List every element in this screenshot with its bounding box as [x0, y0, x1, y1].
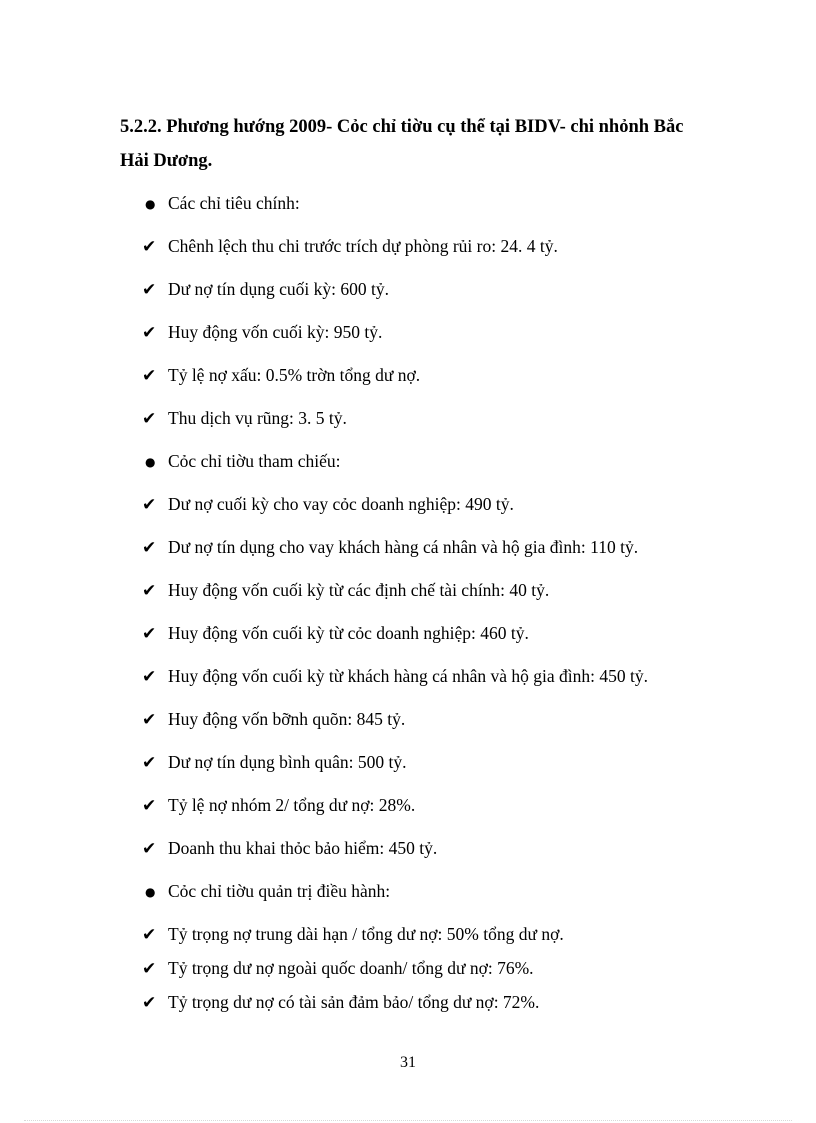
checkmark-icon: ✔: [142, 959, 157, 979]
checkmark-icon: ✔: [142, 796, 157, 816]
section-heading: [120, 110, 710, 178]
list-item: [142, 835, 762, 861]
list-item: [142, 878, 762, 904]
list-item-text: Dư nợ tín dụng cuối kỳ: 600 tỷ.: [168, 279, 389, 299]
list-item: [142, 620, 762, 646]
list-item-text: Huy động vốn cuối kỳ từ các định chế tài chính: 40 tỷ.: [168, 580, 550, 600]
list-item-text: Dư nợ tín dụng bình quân: 500 tỷ.: [168, 752, 407, 772]
list-item-text: Doanh thu khai thỏc bảo hiểm: 450 tỷ.: [168, 838, 438, 858]
checkmark-icon: ✔: [142, 753, 157, 773]
section-heading-line-1: 5.2.2. Phương hướng 2009- Cỏc chỉ tiờu cụ thể tại BIDV- chi nhỏnh Bắc: [120, 117, 684, 137]
checkmark-icon: ✔: [142, 624, 157, 644]
list-item-text: Tỷ lệ nợ xấu: 0.5% trờn tổng dư nợ.: [168, 365, 421, 385]
list-item: [142, 955, 762, 981]
checkmark-icon: ✔: [142, 925, 157, 945]
checkmark-icon: ✔: [142, 495, 157, 515]
list-item: [142, 706, 762, 732]
list-item: [142, 663, 762, 689]
list-item-text: Huy động vốn cuối kỳ từ khách hàng cá nhân và hộ gia đình: 450 tỷ.: [168, 666, 648, 686]
page-bottom-divider: [24, 1120, 792, 1121]
list-item-text: Cỏc chỉ tiờu quản trị điều hành:: [168, 881, 391, 901]
checkmark-icon: ✔: [142, 581, 157, 601]
list-item-text: Tỷ trọng dư nợ ngoài quốc doanh/ tổng dư nợ: 76%.: [168, 958, 534, 978]
checkmark-icon: ✔: [142, 409, 157, 429]
checkmark-icon: ✔: [142, 237, 157, 257]
list-item-text: Huy động vốn cuối kỳ từ cỏc doanh nghiệp: 460 tỷ.: [168, 623, 529, 643]
bullet-icon: ●: [145, 197, 156, 211]
checkmark-icon: ✔: [142, 323, 157, 343]
list-item: [142, 989, 762, 1015]
list-item: [142, 921, 762, 947]
list-item: [142, 362, 762, 388]
list-item: [142, 792, 762, 818]
bullet-icon: ●: [145, 455, 156, 469]
list-item-text: Tỷ trọng nợ trung dài hạn / tổng dư nợ: 50% tổng dư nợ.: [168, 924, 564, 944]
list-item: [142, 491, 762, 517]
checkmark-icon: ✔: [142, 538, 157, 558]
checkmark-icon: ✔: [142, 839, 157, 859]
list-item-text: Thu dịch vụ rũng: 3. 5 tỷ.: [168, 408, 347, 428]
list-item-text: Dư nợ cuối kỳ cho vay cỏc doanh nghiệp: 490 tỷ.: [168, 494, 514, 514]
list-item: [142, 448, 762, 474]
list-item-text: Huy động vốn bỡnh quõn: 845 tỷ.: [168, 709, 406, 729]
list-item-text: Tỷ trọng dư nợ có tài sản đảm bảo/ tổng dư nợ: 72%.: [168, 992, 540, 1012]
bullet-icon: ●: [145, 885, 156, 899]
list-item-text: Cỏc chỉ tiờu tham chiếu:: [168, 451, 341, 471]
list-item-text: Tỷ lệ nợ nhóm 2/ tổng dư nợ: 28%.: [168, 795, 416, 815]
list-item: [142, 749, 762, 775]
page-number: 31: [400, 1054, 416, 1071]
checkmark-icon: ✔: [142, 993, 157, 1013]
list-item-text: Các chỉ tiêu chính:: [168, 193, 300, 213]
list-item: [142, 577, 762, 603]
section-heading-line-2: Hải Dương.: [120, 151, 213, 171]
checkmark-icon: ✔: [142, 710, 157, 730]
checkmark-icon: ✔: [142, 280, 157, 300]
list-item-text: Chênh lệch thu chi trước trích dự phòng rủi ro: 24. 4 tỷ.: [168, 236, 558, 256]
list-item-text: Huy động vốn cuối kỳ: 950 tỷ.: [168, 322, 383, 342]
list-item: [142, 233, 762, 259]
checkmark-icon: ✔: [142, 667, 157, 687]
list-item: [142, 276, 762, 302]
list-item: [142, 319, 762, 345]
list-item: [142, 190, 762, 216]
list-item-text: Dư nợ tín dụng cho vay khách hàng cá nhân và hộ gia đình: 110 tỷ.: [168, 537, 639, 557]
list-item: [142, 534, 762, 560]
list-item: [142, 405, 762, 431]
checkmark-icon: ✔: [142, 366, 157, 386]
